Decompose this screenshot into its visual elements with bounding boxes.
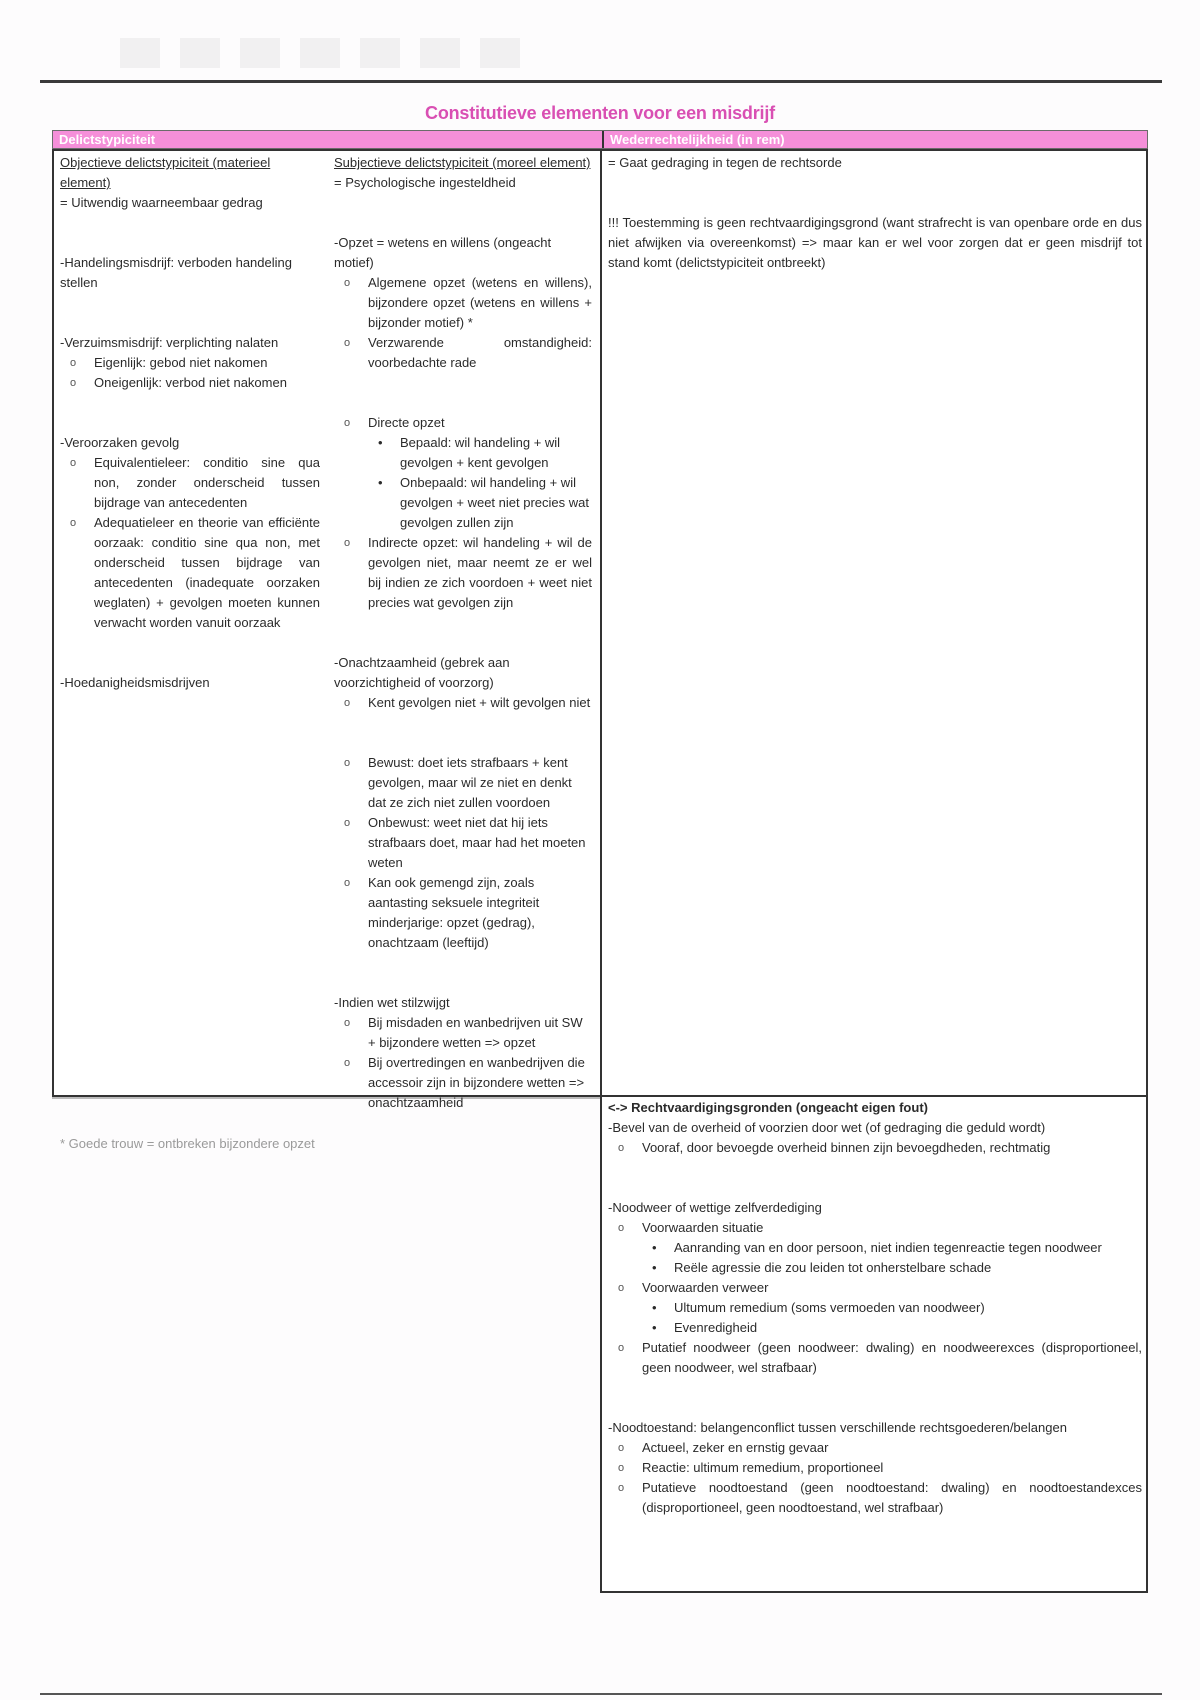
footnote: * Goede trouw = ontbreken bijzondere opzet bbox=[60, 1136, 315, 1151]
indirecte-opzet: o Indirecte opzet: wil handeling + wil de gevolgen niet, maar neemt ze er wel bij indien ze zich voordoen + weet niet precies wat gevolgen zijn bbox=[334, 533, 592, 613]
noodweer: -Noodweer of wettige zelfverdediging bbox=[608, 1200, 822, 1215]
list-item: o Oneigenlijk: verbod niet nakomen bbox=[60, 373, 320, 393]
wederrechtelijkheid-box bbox=[600, 149, 1148, 1097]
wederrechtelijkheid-definition: = Gaat gedraging in tegen de rechtsorde bbox=[608, 155, 842, 170]
directe-opzet: o Directe opzet bbox=[334, 413, 592, 433]
list-item: • Bepaald: wil handeling + wil gevolgen + kent gevolgen bbox=[334, 433, 592, 473]
handelingsmisdrijf: -Handelingsmisdrijf: verboden handeling stellen bbox=[60, 255, 292, 290]
indien-wet-stilzwijgt: -Indien wet stilzwijgt bbox=[334, 995, 450, 1010]
objective-column bbox=[60, 153, 320, 693]
onachtzaamheid: -Onachtzaamheid (gebrek aan voorzichtigheid of voorzorg) bbox=[334, 655, 510, 690]
list-item: o Algemene opzet (wetens en willens), bijzondere opzet (wetens en willens + bijzonder motief) * bbox=[334, 273, 592, 333]
voorwaarden-situatie: o Voorwaarden situatie bbox=[608, 1218, 1142, 1238]
list-item: o Bij overtredingen en wanbedrijven die accessoir zijn in bijzondere wetten => onachtzaamheid bbox=[334, 1053, 592, 1113]
list-item: o Equivalentieleer: conditio sine qua non, zonder onderscheid tussen bijdrage van antecedenten bbox=[60, 453, 320, 513]
table-header bbox=[52, 130, 1148, 149]
subjective-definition: = Psychologische ingesteldheid bbox=[334, 175, 516, 190]
subjective-heading: Subjectieve delictstypiciteit (moreel element) bbox=[334, 155, 591, 170]
objective-heading: Objectieve delictstypiciteit (materieel element) bbox=[60, 155, 271, 190]
list-item: o Actueel, zeker en ernstig gevaar bbox=[608, 1438, 1142, 1458]
rechtvaardigingsgronden-heading: <-> Rechtvaardigingsgronden (ongeacht eigen fout) bbox=[608, 1100, 928, 1115]
bevel-overheid: -Bevel van de overheid of voorzien door wet (of gedraging die geduld wordt) bbox=[608, 1120, 1046, 1135]
list-item: o Putatieve noodtoestand (geen noodtoestand: dwaling) en noodtoestandexces (disproportioneel, geen noodtoestand, wel strafbaar) bbox=[608, 1478, 1142, 1518]
list-item: o Onbewust: weet niet dat hij iets strafbaars doet, maar had het moeten weten bbox=[334, 813, 592, 873]
list-item: o Vooraf, door bevoegde overheid binnen zijn bevoegdheden, rechtmatig bbox=[608, 1138, 1142, 1158]
list-item: o Kent gevolgen niet + wilt gevolgen niet bbox=[334, 693, 592, 713]
list-item: o Bewust: doet iets strafbaars + kent gevolgen, maar wil ze niet en denkt dat ze zich niet zullen voordoen bbox=[334, 753, 592, 813]
list-item: o Verzwarende omstandigheid: voorbedachte rade bbox=[334, 333, 592, 373]
verzuimsmisdrijf: -Verzuimsmisdrijf: verplichting nalaten bbox=[60, 335, 279, 350]
bottom-rule bbox=[40, 1693, 1162, 1695]
top-rule bbox=[40, 80, 1162, 83]
header-divider bbox=[602, 131, 604, 148]
hoedanigheidsmisdrijven: -Hoedanigheidsmisdrijven bbox=[60, 675, 210, 690]
voorwaarden-verweer: o Voorwaarden verweer bbox=[608, 1278, 1142, 1298]
list-item: • Aanranding van en door persoon, niet indien tegenreactie tegen noodweer bbox=[608, 1238, 1142, 1258]
opzet: -Opzet = wetens en willens (ongeacht motief) bbox=[334, 235, 552, 270]
subjective-column bbox=[334, 153, 592, 1113]
list-item: o Reactie: ultimum remedium, proportioneel bbox=[608, 1458, 1142, 1478]
faded-header bbox=[120, 38, 520, 68]
list-item: • Evenredigheid bbox=[608, 1318, 1142, 1338]
header-wederrechtelijkheid: Wederrechtelijkheid (in rem) bbox=[610, 132, 785, 147]
rechtvaardigingsgronden-column bbox=[608, 1098, 1142, 1518]
list-item: o Kan ook gemengd zijn, zoals aantasting seksuele integriteit minderjarige: opzet (gedrag), onachtzaam (leeftijd) bbox=[334, 873, 592, 953]
objective-definition: = Uitwendig waarneembaar gedrag bbox=[60, 195, 263, 210]
list-item: o Bij misdaden en wanbedrijven uit SW + bijzondere wetten => opzet bbox=[334, 1013, 592, 1053]
list-item: o Adequatieleer en theorie van efficiënte oorzaak: conditio sine qua non, met onderscheid tussen bijdrage van antecedenten (inadequate oorzaken weglaten) + gevolgen moeten kunnen verwacht worden vanuit oorzaak bbox=[60, 513, 320, 633]
toestemming-note: !!! Toestemming is geen rechtvaardigingsgrond (want strafrecht is van openbare orde en dus niet afwijken via overeenkomst) => maar kan er wel voor zorgen dat er geen misdrijf tot stand komt (delictstypiciteit ontbreekt) bbox=[608, 215, 1142, 270]
header-delictstypiciteit: Delictstypiciteit bbox=[59, 132, 156, 147]
wederrechtelijkheid-column bbox=[608, 153, 1142, 273]
page-title: Constitutieve elementen voor een misdrijf bbox=[425, 103, 775, 123]
list-item: o Eigenlijk: gebod niet nakomen bbox=[60, 353, 320, 373]
list-item: • Reële agressie die zou leiden tot onherstelbare schade bbox=[608, 1258, 1142, 1278]
putatief-noodweer: o Putatief noodweer (geen noodweer: dwaling) en noodweerexces (disproportioneel, geen noodweer, wel strafbaar) bbox=[608, 1338, 1142, 1378]
list-item: • Ultumum remedium (soms vermoeden van noodweer) bbox=[608, 1298, 1142, 1318]
veroorzaken-gevolg: -Veroorzaken gevolg bbox=[60, 435, 180, 450]
noodtoestand: -Noodtoestand: belangenconflict tussen verschillende rechtsgoederen/belangen bbox=[608, 1420, 1067, 1435]
list-item: • Onbepaald: wil handeling + wil gevolgen + weet niet precies wat gevolgen zullen zijn bbox=[334, 473, 592, 533]
